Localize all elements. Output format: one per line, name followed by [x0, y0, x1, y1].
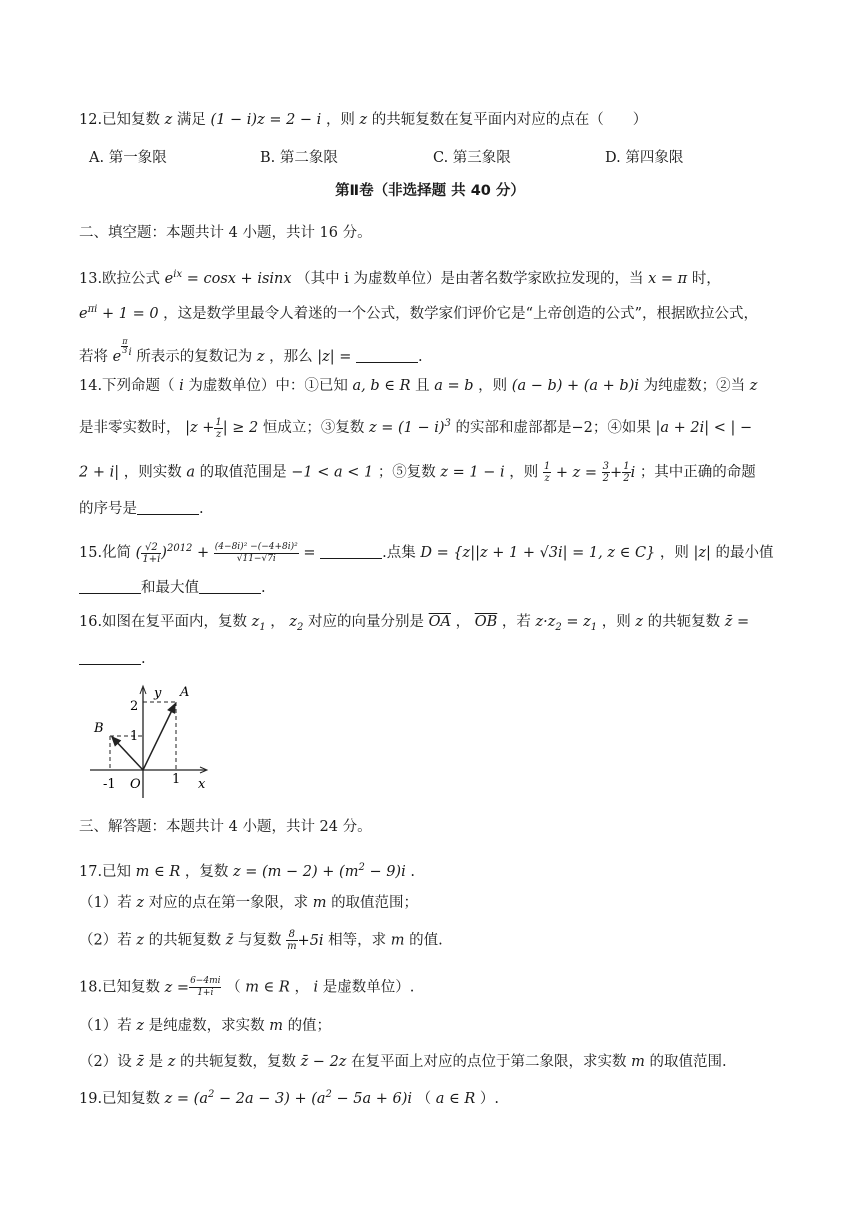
- vector-oa-arrow: [143, 704, 175, 770]
- math-expression: $e^{\pi i} + 1 = 0$: [79, 304, 159, 322]
- question-18-part1: （1）若 z 是纯虚数，求实数 m 的值；: [79, 1018, 332, 1034]
- q13-text: 所表示的复数记为: [136, 349, 253, 365]
- option-a: A. 第一象限: [89, 150, 167, 166]
- answer-section-header: 三、解答题：本题共计 4 小题，共计 24 分。: [79, 819, 372, 835]
- q12-text: ，则: [325, 112, 355, 128]
- math-expression: $z = (1 - i)^3$: [368, 418, 451, 436]
- label-b: B: [94, 721, 104, 736]
- q13-text: ，那么: [269, 349, 313, 365]
- fill-section-header: 二、填空题：本题共计 4 小题，共计 16 分。: [79, 225, 372, 241]
- q13-text: 时，: [691, 271, 721, 287]
- math-expression: e $\frac{\pi}{3}$ $^i$: [112, 337, 132, 365]
- math-expression: |a + 2i| < | −: [655, 420, 753, 436]
- math-expression: x = π: [648, 271, 688, 287]
- question-17-part1: （1）若 z 对应的点在第一象限，求 m 的取值范围；: [79, 895, 419, 911]
- question-17: 17.已知 m ∈ R ，复数 $z = (m - 2) + (m^2 - 9)i$ .: [79, 862, 415, 880]
- q13-text: 13.欧拉公式: [79, 271, 161, 287]
- math-var: z: [164, 112, 173, 128]
- question-14-line1: 14.下列命题（ i 为虚数单位）中：①已知 a, b ∈ R 且 a = b ，则 (a − b) + (a + b)i 为纯虚数；②当 z: [79, 378, 758, 394]
- question-15-line1: 15.化简 ( $\frac{√2}{1+i}$ )$^{2012}$ + $\frac{\text{(4−8i)² −(−4+8i)²}}{√11-√7i}$ = .点集 D = {z||z + 1 + √3i| = 1, z ∈ C} ，则 |z| 的最小值: [79, 541, 774, 565]
- math-var: z: [359, 112, 368, 128]
- part2-title: 第Ⅱ卷（非选择题 共 40 分）: [335, 183, 525, 199]
- question-16-line1: 16.如图在复平面内，复数 $z_1$ ， $z_2$ 对应的向量分别是 $\overline{OA}$ ， $\overline{OB}$ ，若 $z\cdot z_2 = z_1$ ，则 z 的共轭复数 z̄ =: [79, 614, 750, 633]
- tick-minus1: -1: [103, 777, 116, 792]
- q12-text: 的共轭复数在复平面内对应的点在（ ）: [371, 112, 648, 128]
- q12-text: 满足: [176, 112, 206, 128]
- tick-2: 2: [130, 699, 139, 714]
- question-14-line4: 的序号是 .: [79, 501, 204, 517]
- math-expression: z = 1 − i: [440, 464, 505, 481]
- question-18-part2: （2）设 z̄ 是 z 的共轭复数，复数 z̄ − 2z 在复平面上对应的点位于第二象限，求实数 m 的取值范围.: [79, 1054, 727, 1070]
- math-expression: ( $\frac{√2}{1+i}$ )$^{2012}$ + $\frac{\text{(4−8i)² −(−4+8i)²}}{√11-√7i}$ =: [135, 541, 316, 565]
- math-expression: D = {z||z + 1 + √3i| = 1, z ∈ C}: [420, 545, 656, 561]
- answer-blank[interactable]: [137, 500, 199, 515]
- question-14-line3: 2 + i| ，则实数 a 的取值范围是 −1 < a < 1 ；⑤复数 z = 1 − i ，则 $\frac{1}{z}$ + z = $\frac{3}{2}$ + $\frac{1}{2}$ i ；其中正确的命题: [79, 461, 756, 484]
- question-17-part2: （2）若 z 的共轭复数 z̄ 与复数 $\frac{8}{m}$ +5i 相等，求 m 的值.: [79, 929, 443, 952]
- question-16-line2: .: [79, 649, 784, 669]
- answer-blank[interactable]: [320, 544, 382, 559]
- answer-blank[interactable]: [79, 579, 141, 594]
- question-13-line1: [79, 265, 784, 289]
- question-19: 19.已知复数 $z = (a^2 - 2a - 3) + (a^2 - 5a + 6)i$ （ a ∈ R ）.: [79, 1089, 499, 1107]
- question-13-line2: [79, 300, 784, 324]
- question-12: [79, 110, 784, 130]
- math-expression: $e^{ix} = \cos x + isinx$: [164, 269, 292, 287]
- math-expression: $\frac{1}{z}$ + z = $\frac{3}{2}$ + $\frac{1}{2}$ i: [543, 461, 636, 484]
- label-o: O: [130, 777, 141, 792]
- question-14-line2: 是非零实数时， |z + $\frac{1}{z}$ | ≥ 2 恒成立；③复数 $z = (1 - i)^3$ 的实部和虚部都是−2；④如果 |a + 2i| < | −: [79, 416, 753, 440]
- answer-blank[interactable]: [356, 348, 418, 363]
- vector-ob: $\overline{OB}$: [474, 614, 498, 630]
- answer-blank[interactable]: [79, 650, 141, 665]
- vector-ob-arrow: [112, 737, 143, 770]
- vector-oa: $\overline{OA}$: [428, 614, 451, 630]
- math-expression: |z| =: [317, 349, 352, 365]
- question-18: 18.已知复数 z = $\frac{6-4mi}{1+i}$ （ m ∈ R ， i 是虚数单位）.: [79, 976, 415, 998]
- complex-plane-figure: [86, 680, 216, 805]
- math-var: z: [256, 349, 265, 365]
- question-13-line3: 若将 e $\frac{\pi}{3}$ $^i$ 所表示的复数记为 z ，那么 |z| = .: [79, 337, 423, 365]
- q13-text: （其中 i 为虚数单位）是由著名数学家欧拉发现的，当: [296, 271, 644, 287]
- label-y: y: [154, 686, 162, 701]
- math-expression: a, b ∈ R: [352, 378, 411, 394]
- q12-text: 12.已知复数: [79, 112, 161, 128]
- math-expression: (a − b) + (a + b)i: [511, 378, 640, 394]
- math-expression: |z + $\frac{1}{z}$ | ≥ 2: [185, 416, 259, 440]
- math-expression: −1 < a < 1: [291, 464, 374, 481]
- tick-1x: 1: [172, 772, 181, 787]
- option-d: D. 第四象限: [605, 150, 684, 166]
- math-expression: $z = (m - 2) + (m^2 - 9)i$: [233, 862, 406, 880]
- tick-1y: 1: [130, 729, 139, 744]
- option-b: B. 第二象限: [260, 150, 338, 166]
- question-15-line2: 和最大值 .: [79, 578, 784, 598]
- math-expression: $z = (a^2 - 2a - 3) + (a^2 - 5a + 6)i$: [164, 1089, 413, 1107]
- math-expression: a = b: [434, 378, 474, 394]
- q13-text: ，这是数学里最令人着迷的一个公式，数学家们评价它是“上帝创造的公式”，根据欧拉公式，: [163, 306, 758, 322]
- option-c: C. 第三象限: [433, 150, 511, 166]
- answer-blank[interactable]: [199, 579, 261, 594]
- q13-text: 若将: [79, 349, 108, 365]
- label-x: x: [198, 777, 206, 792]
- label-a: A: [180, 685, 190, 700]
- math-expression: (1 − i)z = 2 − i: [210, 112, 322, 128]
